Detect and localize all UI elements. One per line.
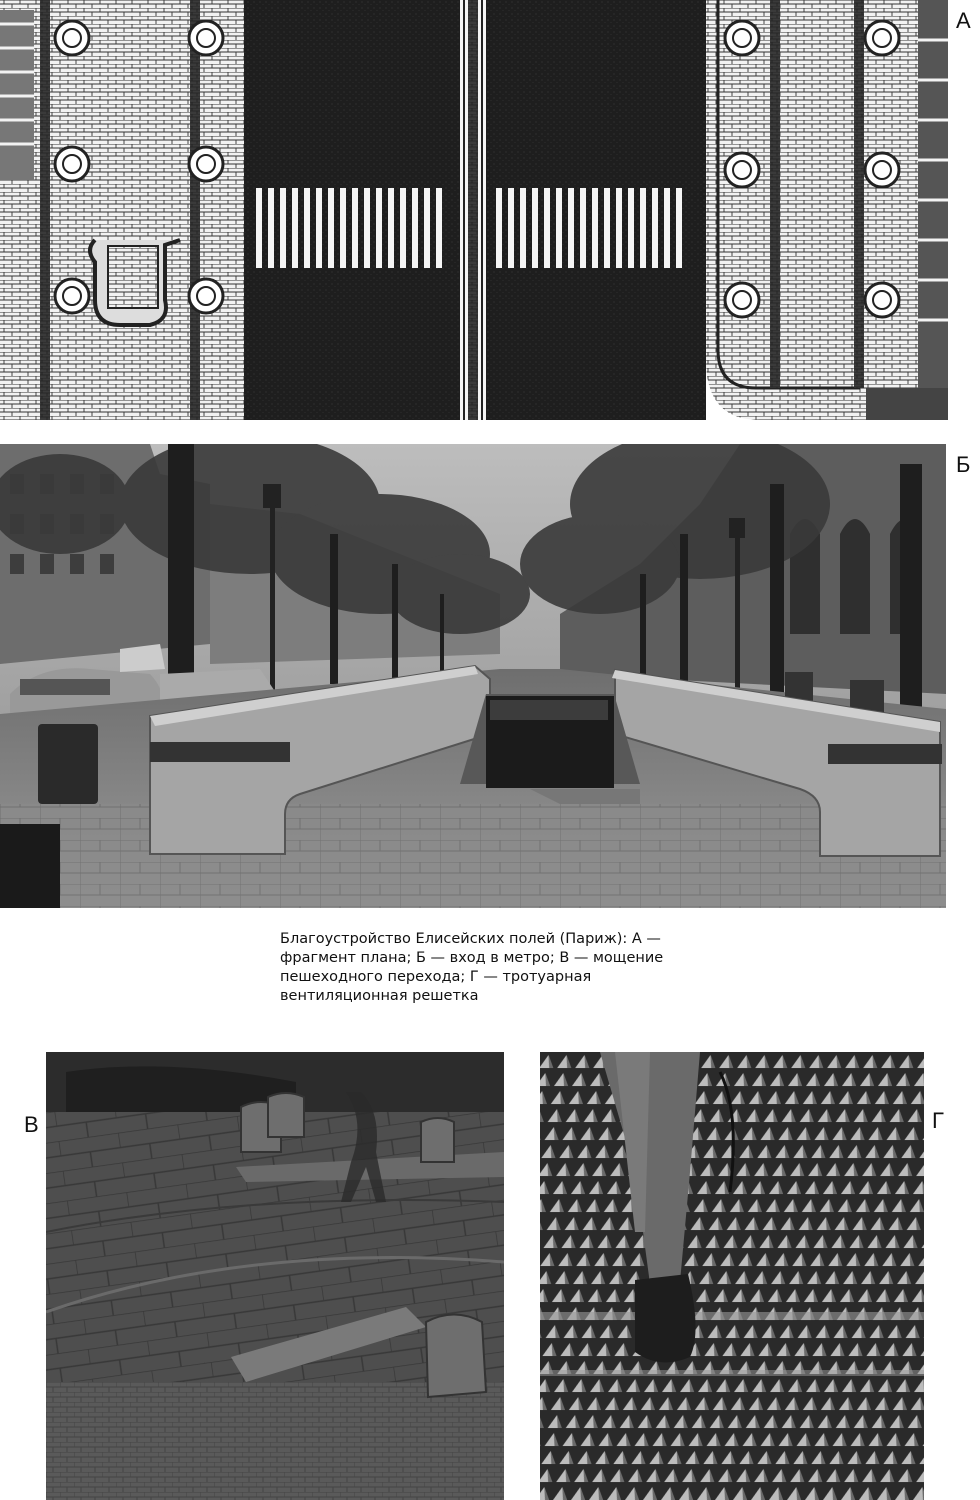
figure-v-label: В <box>24 1112 39 1137</box>
figure-b-label: Б <box>956 452 971 477</box>
figure-a-label: А <box>956 8 971 33</box>
figure-g-photo <box>540 1052 924 1500</box>
figure-v-photo <box>46 1052 504 1500</box>
figure-caption: Благоустройство Елисейских полей (Париж): А — фрагмент плана; Б — вход в метро; В — мощение пешеходного перехода; Г — тротуарная вентиляционная решетка <box>280 931 664 1004</box>
figure-g-label: Г <box>932 1108 944 1133</box>
figure-a-plan <box>0 0 948 420</box>
figure-b-photo <box>0 444 946 908</box>
